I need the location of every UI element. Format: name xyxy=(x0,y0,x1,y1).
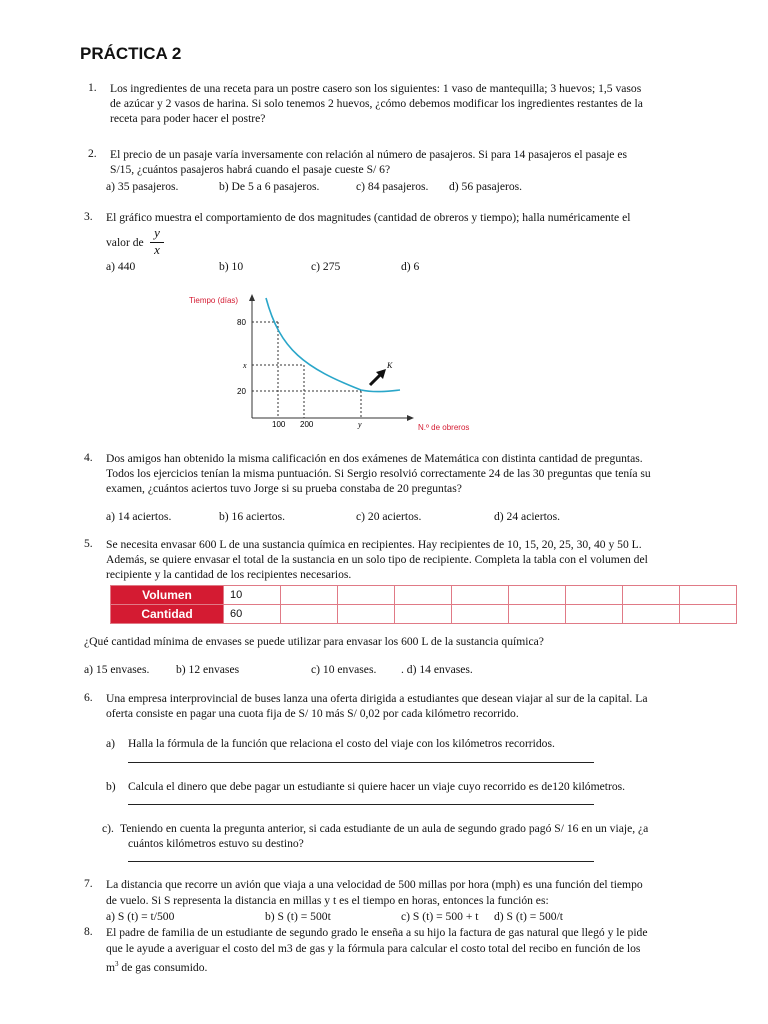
volume-quantity-table xyxy=(110,585,737,624)
question-number: 2. xyxy=(88,147,97,160)
y-axis-label: Tiempo (días) xyxy=(189,296,239,305)
subquestion-label: c). xyxy=(102,822,114,835)
question-text: de vuelo. Si S representa la distancia en millas y t es el tiempo en horas, entonces la función es: xyxy=(106,894,549,907)
option-d: d) 24 aciertos. xyxy=(494,510,560,523)
question-text: Una empresa interprovincial de buses lanza una oferta dirigida a estudiantes que desean viajar al sur de la capital. La xyxy=(106,692,648,705)
option-a: a) 15 envases. xyxy=(84,663,150,676)
option-d: d) 6 xyxy=(401,260,420,273)
option-b: b) De 5 a 6 pasajeros. xyxy=(219,180,320,193)
option-c: c) 84 pasajeros. xyxy=(356,180,429,193)
question-text: Además, se quiere envasar el total de la sustancia en un solo tipo de recipiente. Completa la tabla con el volumen del xyxy=(106,553,648,566)
annotation-k: K xyxy=(387,361,393,370)
question-text: examen, ¿cuántos aciertos tuvo Jorge si su prueba constaba de 20 preguntas? xyxy=(106,482,462,495)
option-d: d) 56 pasajeros. xyxy=(449,180,523,193)
question-text: El padre de familia de un estudiante de segundo grado le enseña a su hijo la factura de gas natural que llegó y le pide xyxy=(106,926,648,939)
option-a: a) S (t) = t/500 xyxy=(106,910,175,923)
quantity-cell[interactable] xyxy=(680,605,737,624)
quantity-cell[interactable] xyxy=(281,605,338,624)
question-text: La distancia que recorre un avión que viaja a una velocidad de 500 millas por hora (mph) es una función del tiempo xyxy=(106,878,643,891)
volume-cell[interactable] xyxy=(395,586,452,605)
option-b: b) 10 xyxy=(219,260,244,273)
quantity-cell[interactable] xyxy=(566,605,623,624)
option-a: a) 440 xyxy=(106,260,136,273)
subquestion-text: Teniendo en cuenta la pregunta anterior, si cada estudiante de un aula de segundo grado pagó S/ 16 en un viaje, ¿a xyxy=(120,822,649,835)
question-number: 4. xyxy=(84,451,93,464)
question-text: Se necesita envasar 600 L de una sustancia química en recipientes. Hay recipientes de 10, 15, 20, 25, 30, 40 y 50 L. xyxy=(106,538,642,551)
x-tick-label: 100 xyxy=(272,420,286,429)
y-tick-label: x xyxy=(243,361,247,370)
question-number: 5. xyxy=(84,537,93,550)
question-number: 8. xyxy=(84,925,93,938)
x-axis-arrow xyxy=(407,415,414,421)
quantity-header: Cantidad xyxy=(111,605,224,624)
fraction-denominator: x xyxy=(154,242,160,257)
unit-base: m xyxy=(106,960,116,974)
question-text: valor de xyxy=(106,236,144,249)
y-axis-arrow xyxy=(249,294,255,301)
option-d: d) S (t) = 500/t xyxy=(494,910,564,923)
volume-header: Volumen xyxy=(111,586,224,605)
question-text: Los ingredientes de una receta para un postre casero son los siguientes: 1 vaso de mantequilla; 3 huevos; 1,5 vasos xyxy=(110,82,642,95)
fraction-numerator: y xyxy=(154,225,160,240)
quantity-row xyxy=(111,605,737,624)
y-tick-label: 20 xyxy=(237,387,246,396)
question-text: ¿Qué cantidad mínima de envases se puede utilizar para envasar los 600 L de la sustancia química? xyxy=(84,635,544,648)
question-text: oferta consiste en pagar una cuota fija de S/ 10 más S/ 0,02 por cada kilómetro recorrido. xyxy=(106,707,519,720)
volume-row xyxy=(111,586,737,605)
hyperbola-curve xyxy=(266,298,400,392)
volume-cell[interactable] xyxy=(452,586,509,605)
volume-cell[interactable]: 10 xyxy=(224,586,281,605)
question-text: de azúcar y 2 vasos de harina. Si solo tenemos 2 huevos, ¿cómo debemos modificar los ingredientes restantes de la xyxy=(110,97,643,110)
quantity-cell[interactable] xyxy=(623,605,680,624)
y-tick-label: 80 xyxy=(237,318,246,327)
question-text-tail: de gas consumido. xyxy=(118,960,208,974)
x-tick-label: y xyxy=(358,420,362,429)
subquestion-label: a) xyxy=(106,737,116,750)
option-d: . d) 14 envases. xyxy=(401,663,473,676)
subquestion-label: b) xyxy=(106,780,116,793)
workers-time-chart xyxy=(180,290,470,440)
question-text: Dos amigos han obtenido la misma calificación en dos exámenes de Matemática con distinta cantidad de preguntas. xyxy=(106,452,643,465)
volume-cell[interactable] xyxy=(680,586,737,605)
quantity-cell[interactable] xyxy=(338,605,395,624)
quantity-cell[interactable] xyxy=(452,605,509,624)
answer-line[interactable] xyxy=(128,861,594,862)
question-text: Todos los ejercicios tenían la misma puntuación. Si Sergio resolvió correctamente 24 de las 30 preguntas que tenía su xyxy=(106,467,651,480)
answer-line[interactable] xyxy=(128,804,594,805)
quantity-cell[interactable] xyxy=(395,605,452,624)
page-title: PRÁCTICA 2 xyxy=(80,44,182,63)
subquestion-text: Calcula el dinero que debe pagar un estudiante si quiere hacer un viaje cuyo recorrido es de120 kilómetros. xyxy=(128,780,626,793)
volume-cell[interactable] xyxy=(509,586,566,605)
quantity-cell[interactable] xyxy=(509,605,566,624)
answer-line[interactable] xyxy=(128,762,594,763)
question-number: 6. xyxy=(84,691,93,704)
arrow-k-shaft xyxy=(370,374,381,385)
subquestion-text: Halla la fórmula de la función que relaciona el costo del viaje con los kilómetros recorridos. xyxy=(128,737,555,750)
option-b: b) 16 aciertos. xyxy=(219,510,285,523)
option-a: a) 35 pasajeros. xyxy=(106,180,179,193)
question-text: receta para poder hacer el postre? xyxy=(110,112,266,125)
volume-cell[interactable] xyxy=(338,586,395,605)
question-number: 7. xyxy=(84,877,93,890)
volume-cell[interactable] xyxy=(566,586,623,605)
x-tick-label: 200 xyxy=(300,420,314,429)
question-text: que le ayude a averiguar el costo del m3 de gas y la fórmula para calcular el costo total del recibo en función de los xyxy=(106,942,641,955)
question-text: S/15, ¿cuántos pasajeros habrá cuando el pasaje cueste S/ 6? xyxy=(110,163,391,176)
question-number: 1. xyxy=(88,81,97,94)
question-text: recipiente y la cantidad de los recipientes necesarios. xyxy=(106,568,352,581)
option-b: b) S (t) = 500t xyxy=(265,910,331,923)
unit-exponent: 3 xyxy=(115,960,119,968)
volume-cell[interactable] xyxy=(281,586,338,605)
question-text: El gráfico muestra el comportamiento de dos magnitudes (cantidad de obreros y tiempo); halla numéricamente el xyxy=(106,211,631,224)
quantity-cell[interactable]: 60 xyxy=(224,605,281,624)
option-b: b) 12 envases xyxy=(176,663,240,676)
option-c: c) 275 xyxy=(311,260,341,273)
subquestion-text: cuántos kilómetros estuvo su destino? xyxy=(128,837,304,850)
volume-cell[interactable] xyxy=(623,586,680,605)
option-c: c) 10 envases. xyxy=(311,663,377,676)
option-a: a) 14 aciertos. xyxy=(106,510,172,523)
option-c: c) S (t) = 500 + t xyxy=(401,910,479,923)
question-number: 3. xyxy=(84,210,93,223)
x-axis-label: N.º de obreros xyxy=(418,423,470,432)
question-text xyxy=(106,957,207,975)
option-c: c) 20 aciertos. xyxy=(356,510,422,523)
question-text: El precio de un pasaje varía inversamente con relación al número de pasajeros. Si para 14 pasajeros el pasaje es xyxy=(110,148,627,161)
